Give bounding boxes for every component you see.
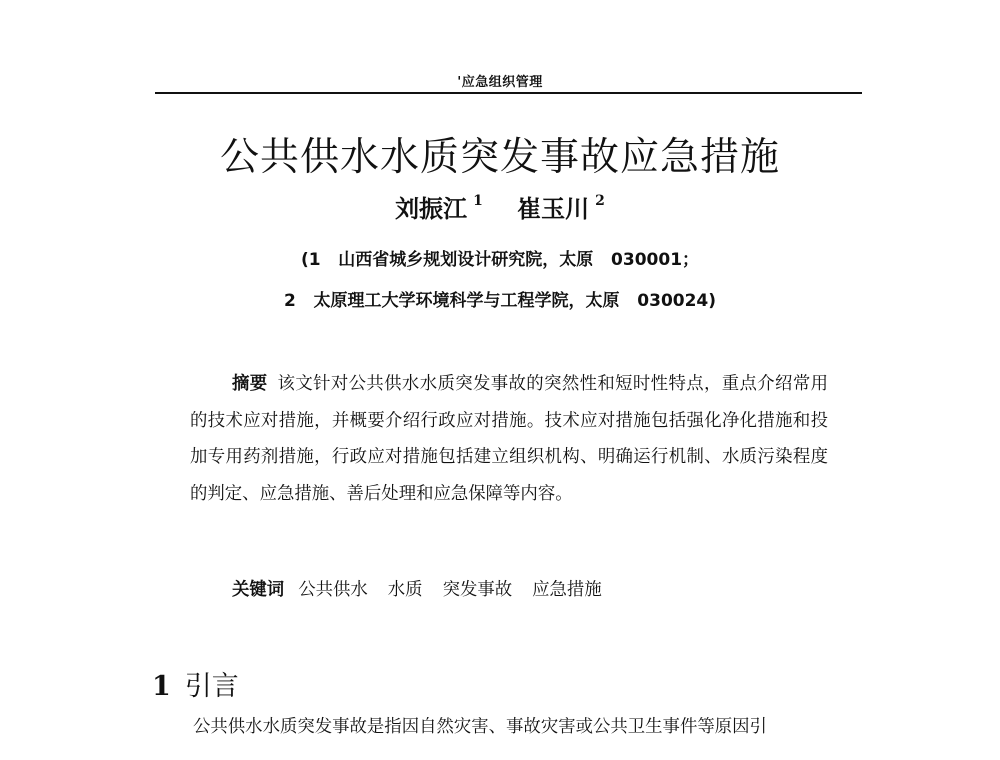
abstract xyxy=(190,366,828,512)
affiliation-line: (1 山西省城乡规划设计研究院，太原 030001； xyxy=(300,250,700,270)
abstract-label: 摘要 xyxy=(232,374,268,394)
section-title: 引言 xyxy=(184,671,239,702)
section-heading xyxy=(152,664,239,703)
paper-title: 公共供水水质突发事故应急措施 xyxy=(219,135,780,180)
section-number: 1 xyxy=(152,671,171,702)
abstract-text: 该文针对公共供水水质突发事故的突然性和短时性特点，重点介绍常用的技术应对措施，并概要介绍行政应对措施。技术应对措施包括强化净化措施和投加专用药剂措施，行政应对措施包括建立组织机构、明确运行机制、水质污染程度的判定、应急措施、善后处理和应急保障等内容。 xyxy=(190,374,828,504)
author xyxy=(517,189,605,224)
keyword: 水质 xyxy=(387,580,423,600)
keywords-label: 关键词 xyxy=(232,580,285,600)
keyword: 应急措施 xyxy=(532,580,602,600)
affiliation-mark: 2 xyxy=(595,193,605,209)
affiliation-line: 2 太原理工大学环境科学与工程学院，太原 030024) xyxy=(283,291,717,311)
body-paragraph: 公共供水水质突发事故是指因自然灾害、事故灾害或公共卫生事件等原因引 xyxy=(193,717,767,737)
author xyxy=(395,189,483,224)
author-name: 崔玉川 xyxy=(517,195,590,223)
affiliation-mark: 1 xyxy=(473,193,483,209)
header-rule xyxy=(155,92,862,94)
author-name: 刘振江 xyxy=(395,195,468,223)
keywords xyxy=(232,575,602,600)
keyword: 公共供水 xyxy=(298,580,368,600)
running-header: '应急组织管理 xyxy=(457,75,543,90)
author-list xyxy=(0,189,1000,224)
keyword: 突发事故 xyxy=(442,580,513,600)
